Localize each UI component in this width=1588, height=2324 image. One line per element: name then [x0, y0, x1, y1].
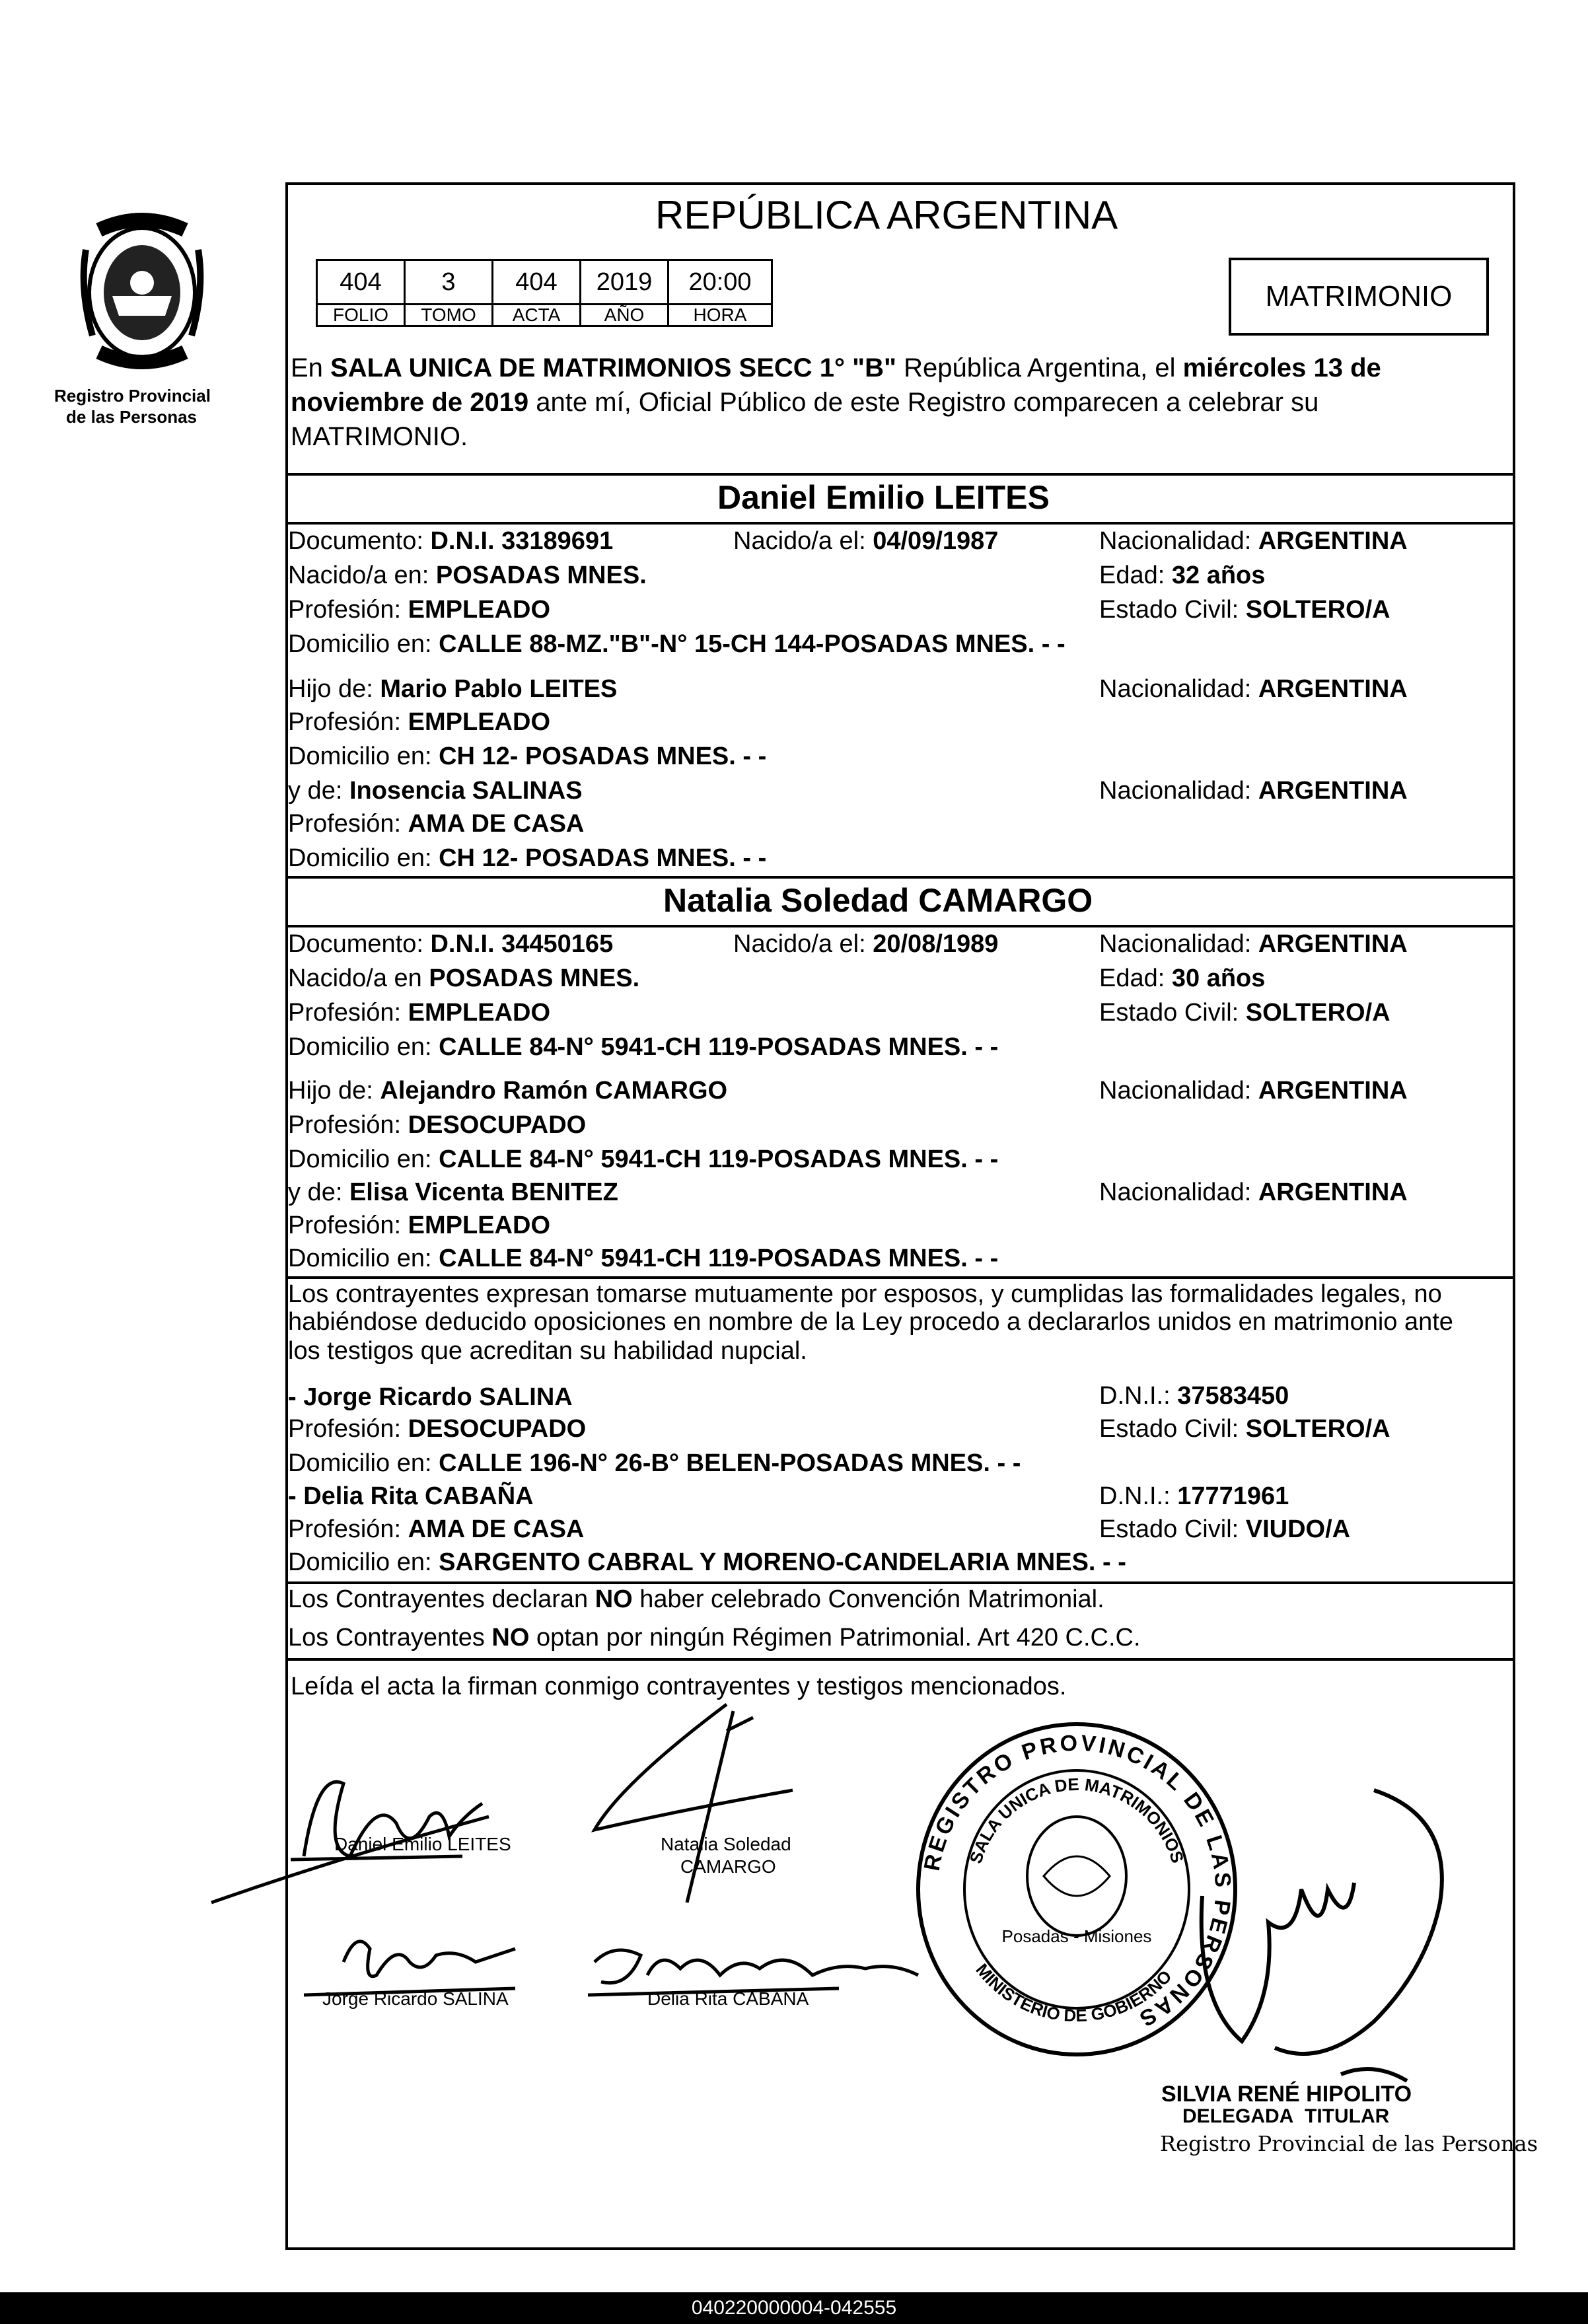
spouse2-father-nationality: Nacionalidad: ARGENTINA [1099, 1077, 1408, 1105]
spouse1-address: Domicilio en: CALLE 88-MZ."B"-N° 15-CH 144-POSADAS MNES. - - [288, 630, 1065, 658]
spouse1-mother-nationality: Nacionalidad: ARGENTINA [1099, 777, 1408, 805]
spouse2-mother-nationality: Nacionalidad: ARGENTINA [1099, 1179, 1408, 1206]
intro-line-1: En SALA UNICA DE MATRIMONIOS SECC 1° "B" República Argentina, el miércoles 13 de [291, 353, 1381, 382]
province-seal-image [73, 210, 211, 375]
spouse1-signature [211, 1744, 542, 1916]
spouse1-signature-name: Daniel Emilio LEITES [334, 1834, 511, 1854]
spouse2-mother-address: Domicilio en: CALLE 84-N° 5941-CH 119-POSADAS MNES. - - [288, 1245, 999, 1272]
stamp-bottom-text: MINISTERIO DE GOBIERNO [972, 1959, 1176, 2026]
folio-label: FOLIO [316, 303, 406, 327]
declaration-line-1: Los contrayentes expresan tomarse mutuamente por esposos, y cumplidas las formalidades legales, no [288, 1280, 1442, 1308]
spouse2-profession: Profesión: EMPLEADO [288, 999, 551, 1027]
declaration-line-2: habiéndose deducido oposiciones en nombre de la Ley procedo a declararlos unidos en matrimonio ante [288, 1308, 1453, 1336]
spouse2-father-profession: Profesión: DESOCUPADO [288, 1111, 587, 1139]
spouse1-mother-address: Domicilio en: CH 12- POSADAS MNES. - - [288, 844, 767, 872]
witness2-signature-name: Delia Rita CABAÑA [647, 1988, 809, 2009]
divider [285, 522, 1515, 525]
spouse2-nationality: Nacionalidad: ARGENTINA [1099, 930, 1408, 958]
spouse2-signature-name-1: Natalia Soledad [661, 1834, 791, 1854]
spouse1-father: Hijo de: Mario Pablo LEITES [288, 675, 618, 703]
spouse1-nationality: Nacionalidad: ARGENTINA [1099, 527, 1408, 555]
declaration-line-3: los testigos que acreditan su habilidad nupcial. [288, 1337, 807, 1365]
spouse2-documento: Documento: D.N.I. 34450165 [288, 930, 614, 958]
witness2-name: - Delia Rita CABAÑA [288, 1482, 534, 1510]
intro-line-2: noviembre de 2019 ante mí, Oficial Público de este Registro comparecen a celebrar su [291, 388, 1319, 417]
spouse1-mother: y de: Inosencia SALINAS [288, 777, 583, 805]
hora-value: 20:00 [667, 259, 773, 305]
acta-value: 404 [491, 259, 581, 305]
spouse1-father-profession: Profesión: EMPLEADO [288, 708, 551, 736]
witness1-civil-status: Estado Civil: SOLTERO/A [1099, 1415, 1390, 1443]
spouse2-mother: y de: Elisa Vicenta BENITEZ [288, 1179, 618, 1206]
spouse2-mother-profession: Profesión: EMPLEADO [288, 1212, 551, 1239]
spouse1-father-address: Domicilio en: CH 12- POSADAS MNES. - - [288, 743, 767, 770]
spouse1-birthplace: Nacido/a en: POSADAS MNES. [288, 562, 647, 589]
country-title: REPÚBLICA ARGENTINA [655, 193, 1118, 237]
hora-label: HORA [667, 303, 773, 327]
spouse1-birthdate: Nacido/a el: 04/09/1987 [733, 527, 999, 555]
tomo-label: TOMO [404, 303, 493, 327]
spouse1-civil-status: Estado Civil: SOLTERO/A [1099, 596, 1390, 624]
acta-label: ACTA [491, 303, 581, 327]
act-type-box: MATRIMONIO [1229, 258, 1489, 336]
tomo-value: 3 [404, 259, 493, 305]
spouse2-father-address: Domicilio en: CALLE 84-N° 5941-CH 119-POSADAS MNES. - - [288, 1145, 999, 1173]
stamp-city-text: Posadas - Misiones [1001, 1926, 1152, 1946]
divider [285, 876, 1515, 879]
official-role: DELEGADA TITULAR [1182, 2105, 1390, 2127]
spouse2-civil-status: Estado Civil: SOLTERO/A [1099, 999, 1390, 1027]
spouse2-signature-name-2: CAMARGO [680, 1856, 776, 1877]
spouse1-mother-profession: Profesión: AMA DE CASA [288, 810, 585, 838]
document-code: 040220000004-042555 [0, 2292, 1588, 2324]
intro-line-3: MATRIMONIO. [291, 422, 468, 451]
convention-line-2: Los Contrayentes NO optan por ningún Régimen Patrimonial. Art 420 C.C.C. [288, 1624, 1141, 1652]
witness2-dni: D.N.I.: 17771961 [1099, 1482, 1289, 1510]
stamp-outer-text: REGISTRO PROVINCIAL DE LAS PERSONAS [919, 1730, 1236, 2033]
official-signature [1176, 1757, 1493, 2107]
spouse2-birthplace: Nacido/a en POSADAS MNES. [288, 964, 640, 992]
witness2-profession: Profesión: AMA DE CASA [288, 1515, 585, 1543]
spouse2-birthdate: Nacido/a el: 20/08/1989 [733, 930, 999, 958]
spouse2-father: Hijo de: Alejandro Ramón CAMARGO [288, 1077, 728, 1105]
stamp-inner-text: SALA UNICA DE MATRIMONIOS [965, 1774, 1188, 1866]
anio-label: AÑO [579, 303, 669, 327]
spouse1-documento: Documento: D.N.I. 33189691 [288, 527, 614, 555]
divider [285, 925, 1515, 927]
closing-statement: Leída el acta la firman conmigo contrayentes y testigos mencionados. [291, 1673, 1067, 1700]
witness2-civil-status: Estado Civil: VIUDO/A [1099, 1515, 1351, 1543]
witness1-name: - Jorge Ricardo SALINA [288, 1383, 573, 1411]
spouse1-father-nationality: Nacionalidad: ARGENTINA [1099, 675, 1408, 703]
folio-value: 404 [316, 259, 406, 305]
witness1-profession: Profesión: DESOCUPADO [288, 1415, 587, 1443]
spouse1-age: Edad: 32 años [1099, 562, 1266, 589]
divider [285, 473, 1515, 476]
anio-value: 2019 [579, 259, 669, 305]
witness2-address: Domicilio en: SARGENTO CABRAL Y MORENO-CANDELARIA MNES. - - [288, 1548, 1126, 1576]
spouse1-name: Daniel Emilio LEITES [717, 479, 1050, 516]
registry-name-2: de las Personas [66, 407, 197, 427]
spouse2-address: Domicilio en: CALLE 84-N° 5941-CH 119-POSADAS MNES. - - [288, 1033, 999, 1061]
registry-name: Registro Provincial [54, 386, 211, 406]
spouse2-name: Natalia Soledad CAMARGO [663, 882, 1093, 919]
spouse1-profession: Profesión: EMPLEADO [288, 596, 551, 624]
spouse2-age: Edad: 30 años [1099, 964, 1266, 992]
divider [285, 1658, 1515, 1661]
witness1-dni: D.N.I.: 37583450 [1099, 1382, 1289, 1410]
official-name: SILVIA RENÉ HIPOLITO [1161, 2082, 1412, 2107]
witness1-signature-name: Jorge Ricardo SALINA [322, 1988, 509, 2009]
witness1-address: Domicilio en: CALLE 196-N° 26-B° BELEN-POSADAS MNES. - - [288, 1449, 1021, 1477]
convention-line-1: Los Contrayentes declaran NO haber celebrado Convención Matrimonial. [288, 1585, 1104, 1613]
official-office: Registro Provincial de las Personas [1160, 2131, 1538, 2156]
